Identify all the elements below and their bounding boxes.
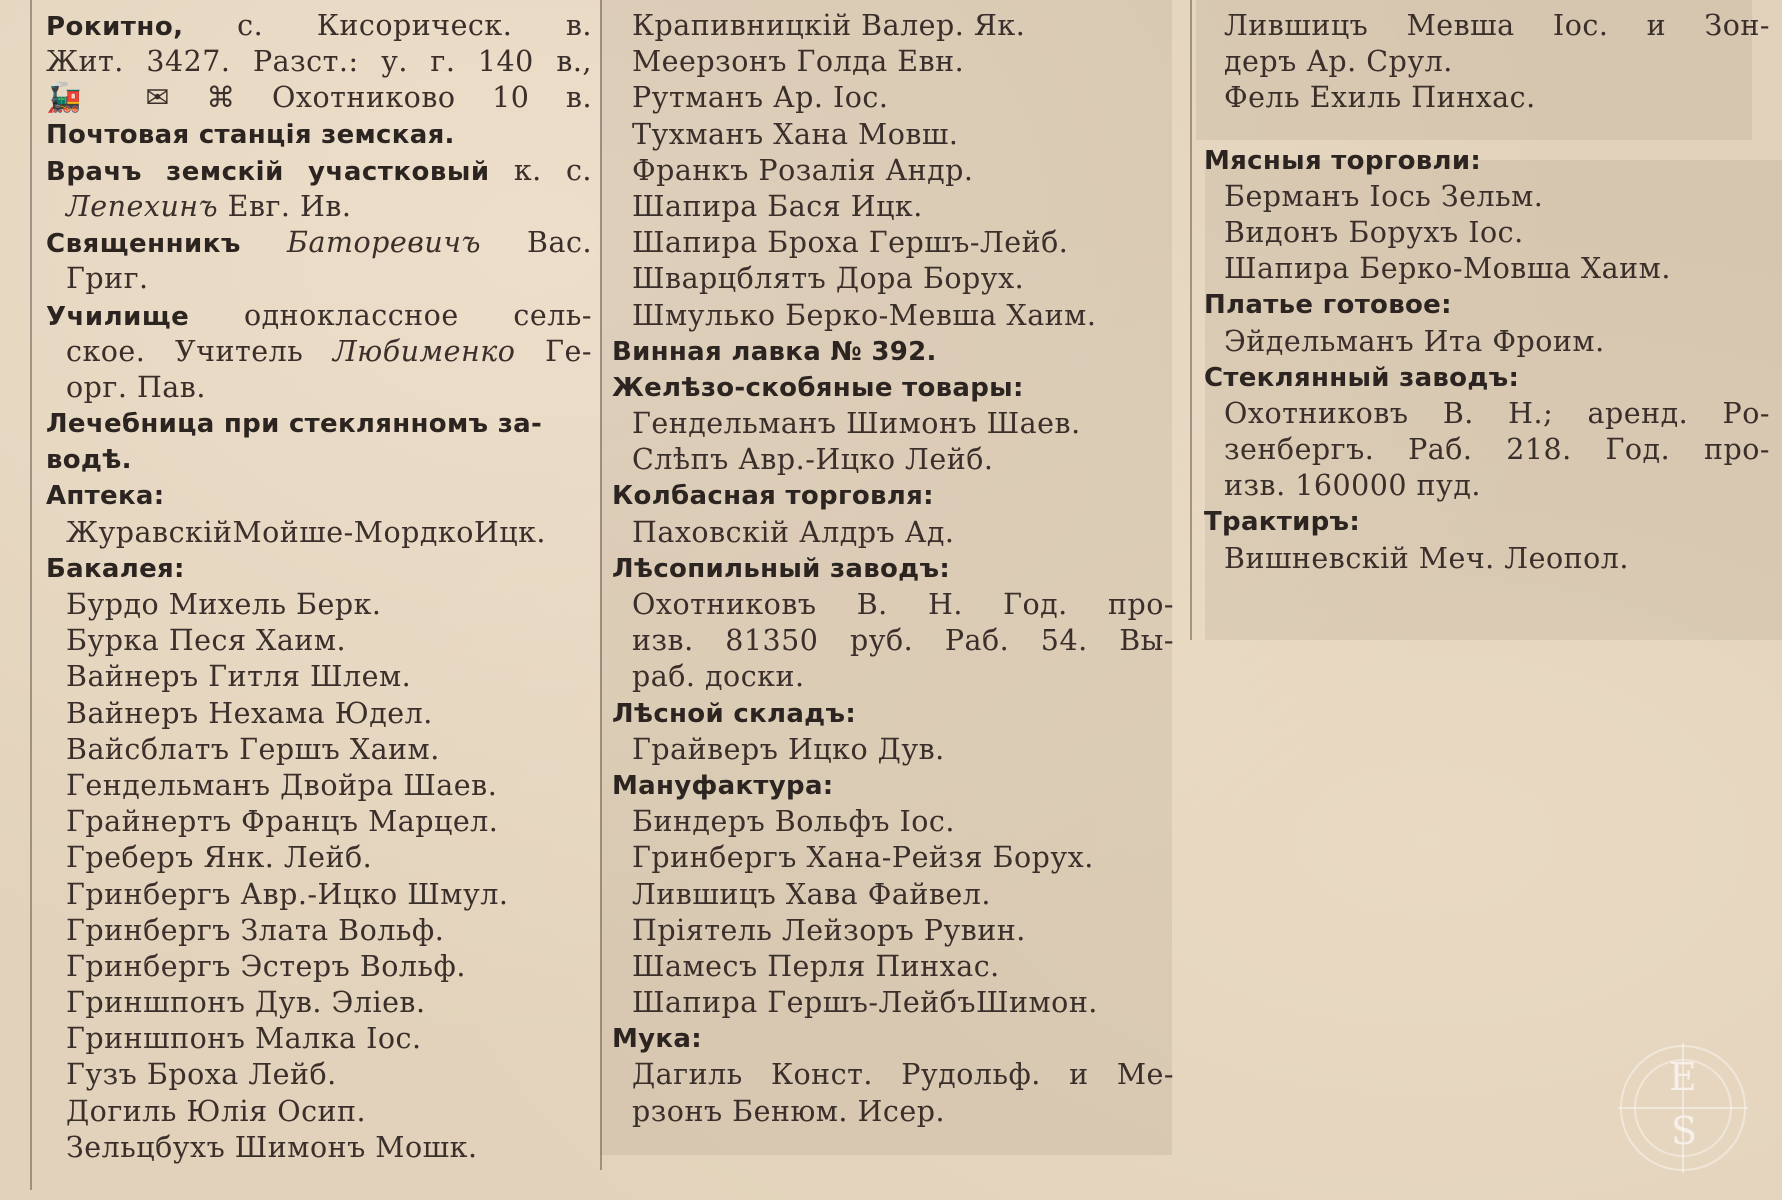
heading-text: Мануфактура: bbox=[612, 770, 834, 801]
text-run: Жит. 3427. Разст.: у. г. 140 в., bbox=[46, 45, 592, 79]
text-run: к. с. bbox=[489, 153, 592, 187]
entry-line bbox=[612, 623, 1174, 659]
entry-line bbox=[612, 804, 1174, 840]
entry-line bbox=[612, 840, 1174, 876]
entry-line bbox=[612, 153, 1174, 189]
text-run: Паховскій Алдръ Ад. bbox=[632, 515, 955, 549]
text-run: Ге- bbox=[515, 334, 592, 368]
text-run: Биндеръ Вольфъ Іос. bbox=[632, 805, 955, 839]
entry-line bbox=[46, 80, 592, 116]
watermark-compass-logo bbox=[1620, 1045, 1746, 1171]
entry-line bbox=[612, 406, 1174, 442]
text-run: Видонъ Борухъ Іос. bbox=[1224, 215, 1524, 249]
text-run: Фель Ехиль Пинхас. bbox=[1224, 81, 1536, 115]
section-heading bbox=[612, 1021, 1174, 1057]
section-heading bbox=[46, 442, 592, 478]
text-run: Берманъ Іось Зельм. bbox=[1224, 179, 1544, 213]
text-run: изв. 160000 пуд. bbox=[1224, 469, 1481, 503]
column-divider-2 bbox=[1190, 0, 1192, 640]
text-run: Зельцбухъ Шимонъ Мошк. bbox=[66, 1130, 478, 1164]
text-run: Вайнеръ Нехама Юдел. bbox=[66, 696, 433, 730]
column-3-sections bbox=[1204, 143, 1770, 577]
entry-line bbox=[46, 370, 592, 406]
entry-line bbox=[46, 768, 592, 804]
text-run: Рутманъ Ар. Іос. bbox=[632, 81, 889, 115]
text-run: рзонъ Бенюм. Исер. bbox=[632, 1094, 946, 1128]
text-run: Охотниковъ В. Н. Год. про- bbox=[632, 588, 1174, 621]
entry-line bbox=[612, 732, 1174, 768]
section-heading bbox=[46, 478, 592, 514]
entry-line bbox=[46, 877, 592, 913]
text-run: Бурдо Михель Берк. bbox=[66, 588, 382, 621]
entry-line bbox=[612, 913, 1174, 949]
section-heading bbox=[1204, 143, 1770, 179]
text-run: Слѣпъ Авр.-Ицко Лейб. bbox=[632, 443, 994, 477]
text-run: Шмулько Берко-Мевша Хаим. bbox=[632, 298, 1097, 332]
text-run: 🚂 ✉ ⌘ Охотниково 10 в. bbox=[46, 81, 592, 115]
text-run: Вас. bbox=[480, 226, 592, 260]
column-divider-1 bbox=[600, 0, 602, 1170]
entry-line bbox=[46, 587, 592, 623]
text-run: Гринбергъ Злата Вольф. bbox=[66, 913, 445, 947]
heading-text: Платье готовое: bbox=[1204, 290, 1452, 321]
left-margin-rule bbox=[30, 0, 32, 1190]
entry-line bbox=[612, 659, 1174, 695]
text-run: Догиль Юлія Осип. bbox=[66, 1094, 367, 1128]
text-run: деръ Ар. Срул. bbox=[1224, 45, 1453, 79]
entry-line bbox=[46, 623, 592, 659]
text-run: Пріятель Лейзоръ Рувин. bbox=[632, 913, 1026, 947]
text-run: Грайверъ Ицко Дув. bbox=[632, 732, 945, 766]
column-2 bbox=[612, 8, 1174, 1130]
text-run: Шапира Гершъ-ЛейбъШимон. bbox=[632, 986, 1098, 1020]
section-heading bbox=[46, 117, 592, 153]
entry-line bbox=[1204, 215, 1770, 251]
entry-line bbox=[1204, 324, 1770, 360]
entry-line bbox=[46, 1057, 592, 1093]
heading-text: Винная лавка № 392. bbox=[612, 336, 937, 367]
text-run: зенбергъ. Раб. 218. Год. про- bbox=[1224, 433, 1770, 467]
entry-line bbox=[46, 225, 592, 261]
text-run: ское. Учитель bbox=[66, 334, 333, 368]
section-heading bbox=[1204, 504, 1770, 540]
section-heading bbox=[612, 334, 1174, 370]
text-run: Лившицъ Мевша Іос. и Зон- bbox=[1224, 9, 1770, 42]
column-1 bbox=[46, 8, 592, 1166]
text-run: Шапира Бася Ицк. bbox=[632, 189, 923, 223]
text-run: Гриншпонъ Малка Іос. bbox=[66, 1022, 422, 1056]
entry-line bbox=[46, 44, 592, 80]
section-heading bbox=[46, 406, 592, 442]
entry-line bbox=[612, 442, 1174, 478]
text-run: Гриншпонъ Дув. Эліев. bbox=[66, 986, 426, 1020]
entry-line bbox=[1204, 8, 1770, 44]
text-run: Греберъ Янк. Лейб. bbox=[66, 841, 373, 875]
entry-line bbox=[1204, 44, 1770, 80]
text-run: одноклассное сель- bbox=[189, 298, 592, 332]
text-run: Вишневскій Меч. Леопол. bbox=[1224, 541, 1629, 575]
heading-text: Трактиръ: bbox=[1204, 507, 1361, 538]
entry-line bbox=[46, 804, 592, 840]
entry-line bbox=[612, 117, 1174, 153]
heading-text: Лѣсопильный заводъ: bbox=[612, 553, 951, 584]
heading-text: Рокитно, bbox=[46, 12, 184, 42]
section-heading bbox=[612, 768, 1174, 804]
entry-line bbox=[612, 877, 1174, 913]
heading-text: Лечебница при стеклянномъ за- bbox=[46, 409, 543, 440]
entry-line bbox=[612, 261, 1174, 297]
text-run: Бурка Песя Хаим. bbox=[66, 624, 347, 658]
entry-line bbox=[612, 298, 1174, 334]
italic-name: Любименко bbox=[332, 334, 516, 368]
entry-line bbox=[46, 659, 592, 695]
section-heading bbox=[1204, 287, 1770, 323]
heading-text: Врачъ земскій участковый bbox=[46, 156, 490, 187]
entry-line bbox=[46, 8, 592, 44]
text-run: Шапира Берко-Мовша Хаим. bbox=[1224, 252, 1671, 286]
text-run: Франкъ Розалія Андр. bbox=[632, 153, 974, 187]
text-run: Дагиль Конст. Рудольф. и Ме- bbox=[632, 1058, 1174, 1092]
text-run bbox=[241, 226, 287, 259]
entry-line bbox=[46, 732, 592, 768]
entry-line bbox=[612, 587, 1174, 623]
entry-line bbox=[46, 1130, 592, 1166]
italic-name: Баторевичъ bbox=[287, 226, 481, 260]
heading-text: Священникъ bbox=[46, 229, 241, 260]
entry-line bbox=[46, 261, 592, 297]
entry-line bbox=[612, 1057, 1174, 1093]
entry-line bbox=[46, 153, 592, 189]
section-heading bbox=[612, 551, 1174, 587]
entry-line bbox=[612, 225, 1174, 261]
text-run: Лившицъ Хава Файвел. bbox=[632, 877, 991, 911]
entry-line bbox=[46, 515, 592, 551]
text-run: орг. Пав. bbox=[66, 370, 206, 404]
entry-line bbox=[612, 189, 1174, 225]
text-run: Крапивницкій Валер. Як. bbox=[632, 9, 1026, 42]
entry-line bbox=[46, 1021, 592, 1057]
text-run: с. Кисорическ. в. bbox=[183, 9, 592, 42]
entry-line bbox=[1204, 396, 1770, 432]
heading-text: Лѣсной складъ: bbox=[612, 698, 857, 729]
text-run: Григ. bbox=[66, 262, 149, 296]
section-heading bbox=[46, 551, 592, 587]
entry-line bbox=[46, 696, 592, 732]
entry-line bbox=[612, 44, 1174, 80]
column-3-gap bbox=[1204, 117, 1770, 143]
text-run: Вайнеръ Гитля Шлем. bbox=[66, 660, 412, 694]
entry-line bbox=[612, 985, 1174, 1021]
entry-line bbox=[46, 1094, 592, 1130]
heading-text: Стеклянный заводъ: bbox=[1204, 362, 1520, 393]
entry-line bbox=[612, 8, 1174, 44]
entry-line bbox=[46, 949, 592, 985]
entry-line bbox=[612, 515, 1174, 551]
heading-text: Бакалея: bbox=[46, 553, 185, 584]
text-run: Шварцблятъ Дора Борух. bbox=[632, 262, 1025, 296]
section-heading bbox=[612, 370, 1174, 406]
section-heading bbox=[612, 696, 1174, 732]
entry-line bbox=[46, 189, 592, 225]
column-3-continuation bbox=[1204, 8, 1770, 117]
entry-line bbox=[46, 985, 592, 1021]
heading-text: Мясныя торговли: bbox=[1204, 145, 1482, 176]
heading-text: Аптека: bbox=[46, 481, 165, 512]
entry-line bbox=[46, 298, 592, 334]
entry-line bbox=[46, 334, 592, 370]
text-run: Гринбергъ Хана-Рейзя Борух. bbox=[632, 841, 1094, 875]
text-run: Гринбергъ Авр.-Ицко Шмул. bbox=[66, 877, 509, 911]
heading-text: Желѣзо-скобяные товары: bbox=[612, 372, 1024, 403]
heading-text: Мука: bbox=[612, 1024, 702, 1055]
entry-line bbox=[1204, 80, 1770, 116]
text-run: Шапира Броха Гершъ-Лейб. bbox=[632, 226, 1069, 260]
text-run: Эйдельманъ Ита Фроим. bbox=[1224, 324, 1605, 358]
text-run: Вайсблатъ Гершъ Хаим. bbox=[66, 732, 440, 766]
entry-line bbox=[612, 80, 1174, 116]
text-run: Гринбергъ Эстеръ Вольф. bbox=[66, 949, 466, 983]
entry-line bbox=[1204, 251, 1770, 287]
text-run: Охотниковъ В. Н.; аренд. Ро- bbox=[1224, 396, 1770, 430]
text-run: Евг. Ив. bbox=[218, 189, 352, 223]
entry-line bbox=[46, 913, 592, 949]
watermark-letter-bottom: S bbox=[1671, 1109, 1698, 1153]
entry-line bbox=[612, 1094, 1174, 1130]
heading-text: Колбасная торговля: bbox=[612, 481, 934, 512]
entry-line bbox=[46, 840, 592, 876]
text-run: Гендельманъ Шимонъ Шаев. bbox=[632, 407, 1081, 441]
text-run: Грайнертъ Францъ Марцел. bbox=[66, 805, 499, 839]
text-run: раб. доски. bbox=[632, 660, 805, 694]
heading-text: Почтовая станція земская. bbox=[46, 119, 455, 150]
text-run: Меерзонъ Голда Евн. bbox=[632, 45, 965, 79]
entry-line bbox=[612, 949, 1174, 985]
entry-line bbox=[1204, 179, 1770, 215]
section-heading bbox=[1204, 360, 1770, 396]
watermark-letter-top: E bbox=[1669, 1055, 1697, 1099]
column-3 bbox=[1204, 8, 1770, 577]
text-run: Шамесъ Перля Пинхас. bbox=[632, 949, 1000, 983]
text-run: Гузъ Броха Лейб. bbox=[66, 1058, 337, 1092]
text-run: Тухманъ Хана Мовш. bbox=[632, 117, 959, 151]
entry-line bbox=[1204, 432, 1770, 468]
entry-line bbox=[1204, 468, 1770, 504]
italic-name: Лепехинъ bbox=[66, 189, 219, 223]
section-heading bbox=[612, 478, 1174, 514]
heading-text: водѣ. bbox=[46, 445, 132, 476]
text-run: ЖуравскійМойше-МордкоИцк. bbox=[66, 515, 546, 549]
entry-line bbox=[1204, 541, 1770, 577]
text-run: изв. 81350 руб. Раб. 54. Вы- bbox=[632, 624, 1174, 658]
text-run: Гендельманъ Двойра Шаев. bbox=[66, 768, 498, 802]
heading-text: Училище bbox=[46, 301, 190, 332]
